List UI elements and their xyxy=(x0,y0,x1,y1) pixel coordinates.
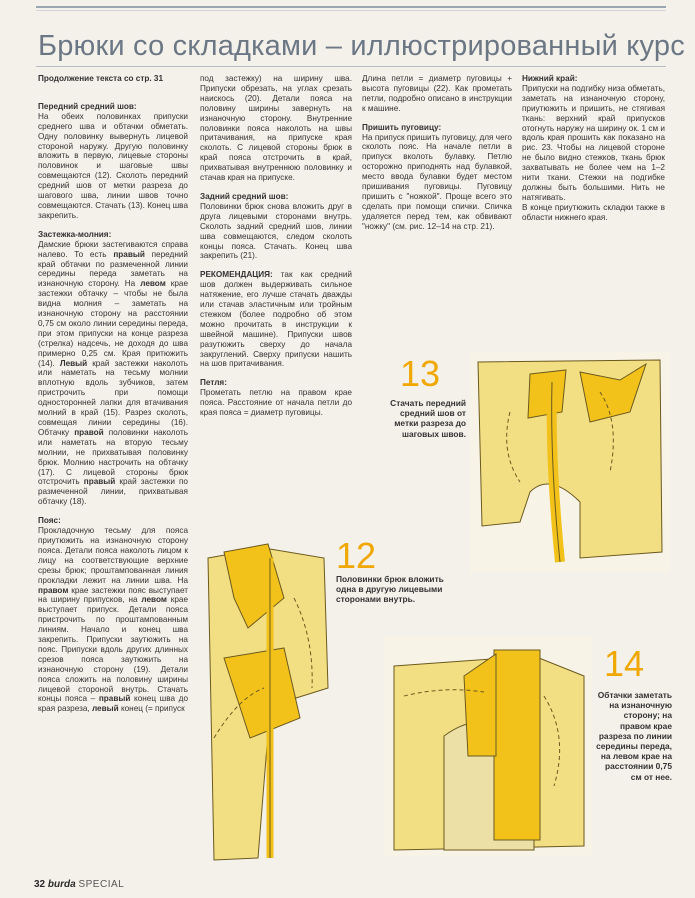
front-seam-heading: Передний средний шов: xyxy=(38,101,137,111)
figure-12-number: 12 xyxy=(336,535,377,576)
figure-14-caption: Обтачки заметать на изнаночную сторону; на правом крае разреза по линии середины переда, на левом крае на расстоянии 0,75 см от нее. xyxy=(596,690,672,782)
figure-13-caption: Стачать передний средний шов от метки разреза до шаговых швов. xyxy=(390,398,466,439)
back-seam-text: Половинки брюк снова вложить друг в друга лицевыми сторонами внутрь. Сколоть задний средний шов, линии шва совмещаются, следом сколоть концы пояса. Стачать. Конец шва закрепить (21). xyxy=(200,201,352,261)
text-column-1 xyxy=(38,74,188,714)
figure-13-illustration xyxy=(470,352,670,572)
button-heading: Пришить пуговицу: xyxy=(362,122,442,132)
text-column-3 xyxy=(362,74,512,232)
front-seam-text: На обеих половинках припуски среднего шва и обтачки обметать. Одну половинку вывернуть лицевой стороной наружу. Другую половинку вложить в первую, лицевые стороны половинок и шаговые швы совмещаются (12). Сколоть передний средний шов от метки разреза до шагового шва, линии швов точно совмещаются. Стачать (13). Конец шва закрепить. xyxy=(38,111,188,220)
page-number: 32 xyxy=(34,879,46,890)
series-name: SPECIAL xyxy=(78,879,125,890)
text-column-2 xyxy=(200,74,352,418)
loop-text: Прометать петлю на правом крае пояса. Расстояние от начала петли до края пояса = диаметр пуговицы. xyxy=(200,388,352,418)
header-rule-thin xyxy=(36,10,666,11)
brand-name: burda xyxy=(47,879,76,890)
header-rule xyxy=(36,6,666,8)
continued-note: Продолжение текста со стр. 31 xyxy=(38,74,164,83)
button-text: На припуск пришить пуговицу, для чего сколоть пояс. На начале петли в припуск вколоть булавку. Петлю осторожно приподнять над булавкой, место ввода булавки будет местом пришивания пуговицы. Пуговицу пришить с "ножкой". Проще всего это сделать при помощи спички. Спичка удаляется перед тем, как обвивают "ножку" (см. рис. 12–14 на стр. 21). xyxy=(362,132,512,231)
hem-heading: Нижний край: xyxy=(522,74,578,83)
page-footer xyxy=(34,879,124,890)
back-seam-heading: Задний средний шов: xyxy=(200,191,289,201)
figure-14-number: 14 xyxy=(604,643,645,684)
loop-cont-text: Длина петли = диаметр пуговицы + высота пуговицы (22). Как прометать петли, подробно описано в инструкции к машине. xyxy=(362,74,512,113)
loop-heading: Петля: xyxy=(200,378,227,388)
recommendation: РЕКОМЕНДАЦИЯ: так как средний шов должен выдерживать сильное натяжение, его лучше стачать дважды или стачав эластичным или тройным стежком (более подробно об этом можно прочитать в инструкции к швейной машине). Припуски швов разутюжить сверху до начала закруглений. Сверху припуски нашить на шов притачивания. xyxy=(200,270,352,369)
figure-12-illustration xyxy=(204,538,344,868)
title-divider xyxy=(36,66,666,67)
hem-text: Припуски на подгибку низа обметать, заметать на изнаночную сторону, приутюжить и пришить, не стягивая ткань: верхний край припусков отогнуть наружу на ширину ок. 1 см и вдоль края прошить как показано на рис. 23. Чтобы на лицевой стороне не было видно стежков, ткань брюк захватывать не более чем на 1–2 нити ткани. Стежки на подгибке должны быть большими. Нить не натягивать. xyxy=(522,83,665,202)
figure-14-illustration xyxy=(384,636,592,856)
belt-text: Прокладочную тесьму для пояса приутюжить на изнаночную сторону пояса. Детали пояса наколоть лицом к лицу на соответствующие верхние срезы брюк; проштампованная линия прокладки лежит на линии шва. На правом крае застежки пояс выступает на ширину припусков, на левом крае выступает припуск. Детали пояса пристрочить по проштампованным линиям. Начало и конец шва закрепить. Припуски заутюжить на пояс. Припуски вдоль других длинных срезов пояса заутюжить на изнаночную сторону (19). Детали пояса сложить на половину ширины лицевой стороной внутрь. Стачать концы пояса – правый конец шва до края разреза, левый конец (= припуск xyxy=(38,526,188,714)
figure-12-caption: Половинки брюк вложить одна в другую лицевыми сторонами внутрь. xyxy=(336,574,444,605)
zipper-text: Дамские брюки застегиваются справа налево. То есть правый передний край обтачки по размеченной линии середины переда заметать на изнаночную сторону. На левом крае застежки обтачку – чтобы не была видна молния – заметать на изнаночную сторону на расстоянии 0,75 см около линии середины переда, при этом припуски на конце разреза (стрелка) надсечь, не доходя до шва примерно 0,25 см. Края притюжить (14). Левый край застежки наколоть или наметать на тесьму молнии вплотную вдоль зубчиков, затем пристрочить при помощи односторонней лапки для втачивания молний в край (15). Разрез сколоть, совмещая линии середины (16). Обтачку правой половинки наколоть или наметать на вторую тесьму молнии, не прихватывая половинку брюк. Молнию настрочить на обтачку (17). С лицевой стороны брюк отстрочить правый край застежки по размеченной линии, прихватывая обтачку (18). xyxy=(38,239,188,507)
zipper-heading: Застежка-молния: xyxy=(38,229,112,239)
col2-cont-text: под застежку) на ширину шва. Припуски обрезать, на углах срезать наискось (20). Детали пояса на половину ширины завернуть на изнаночную сторону. Внутренние половинки пояса наколоть на швы притачивания, на припуске края сколоть. С лицевой стороны брюк в край пояса отстрочить в край, прихватывая внутреннюю половинку и стачав края на припуске. xyxy=(200,74,352,183)
figure-13-number: 13 xyxy=(400,353,441,394)
belt-heading: Пояс: xyxy=(38,516,61,526)
page-title: Брюки со складками – иллюстрированный курс xyxy=(38,30,685,62)
text-column-4 xyxy=(522,74,665,223)
hem-text-2: В конце приутюжить складки также в области нижнего края. xyxy=(522,202,665,222)
